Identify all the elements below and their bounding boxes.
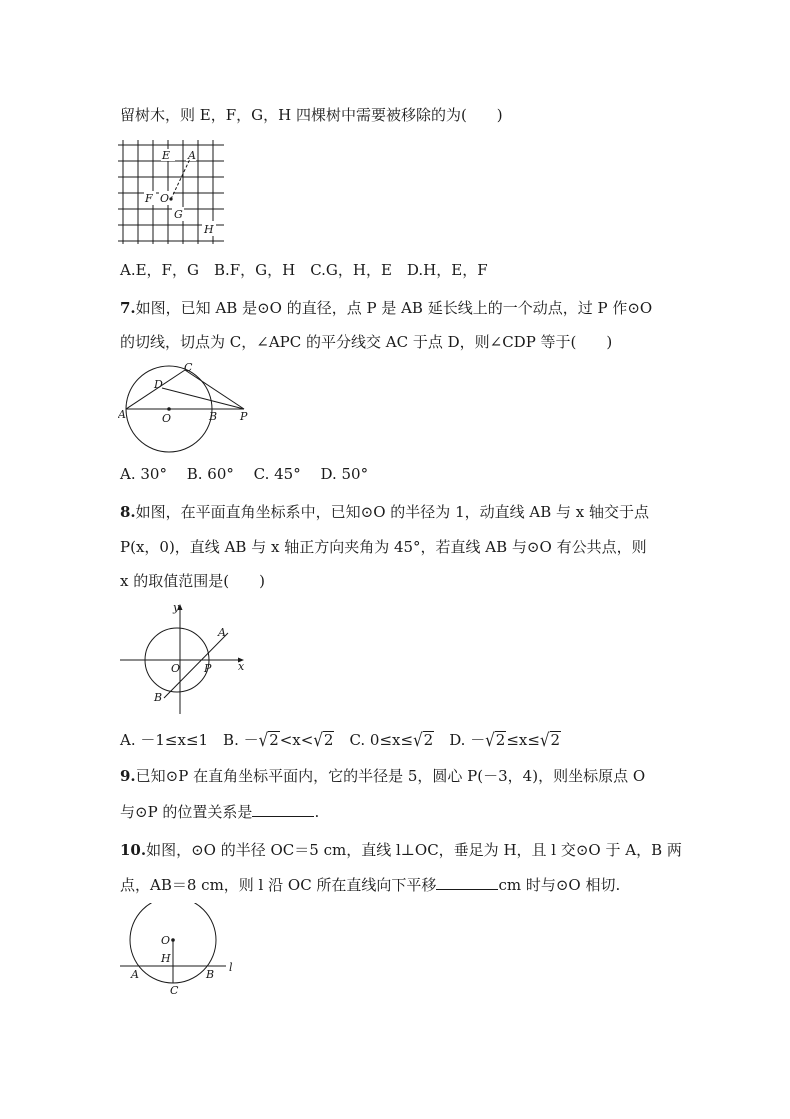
q7-text-line2: 的切线，切点为 C，∠APC 的平分线交 AC 于点 D，则∠CDP 等于( ) <box>120 333 613 351</box>
q9-stem-2-end: . <box>314 803 320 821</box>
q8-stem-1: 如图，在平面直角坐标系中，已知⊙O 的半径为 1，动直线 AB 与 x 轴交于点 <box>135 503 650 521</box>
q10-stem-1: 如图，⊙O 的半径 OC＝5 cm，直线 l⊥OC，垂足为 H，且 l 交⊙O 于 A，B 两 <box>146 841 682 859</box>
q7-stem-1: 如图，已知 AB 是⊙O 的直径，点 P 是 AB 延长线上的一个动点，过 P 作⊙O <box>135 299 653 317</box>
q8-number: 8. <box>120 503 136 521</box>
sqrt-two-2: 2 <box>323 731 334 749</box>
q8-option-d: D. － <box>434 731 486 749</box>
q10-label-l: l <box>229 961 233 974</box>
sqrt-symbol-3: √ <box>413 729 423 751</box>
q7-label-p: P <box>240 410 248 423</box>
q9-text-line2 <box>120 801 319 823</box>
q8-options <box>120 729 561 751</box>
q8-label-x: x <box>238 660 245 673</box>
q8-option-c: C. 0≤x≤ <box>334 731 414 749</box>
q8-text-line2: P(x，0)，直线 AB 与 x 轴正方向夹角为 45°，若直线 AB 与⊙O 有公共点，则 <box>120 538 647 556</box>
sqrt-symbol-4: √ <box>485 729 495 751</box>
q7-label-d: D <box>154 378 163 391</box>
q8-label-a: A <box>218 626 226 639</box>
q6-label-e: E <box>162 149 171 162</box>
q10-stem-2-end: cm 时与⊙O 相切. <box>498 876 621 894</box>
q8-label-p: P <box>204 662 212 675</box>
q10-label-b: B <box>206 968 215 981</box>
q8-option-b-middle: <x< <box>279 731 314 749</box>
q10-label-c: C <box>170 984 179 995</box>
sqrt-symbol-5: √ <box>539 729 550 751</box>
sqrt-symbol-1: √ <box>258 729 269 751</box>
q6-text-line1: 留树木，则 E，F，G，H 四棵树中需要被移除的为( ) <box>120 106 503 124</box>
q8-option-d-middle: ≤x≤ <box>506 731 540 749</box>
q10-label-a: A <box>131 968 139 981</box>
q10-stem-2: 点，AB＝8 cm，则 l 沿 OC 所在直线向下平移 <box>120 876 437 894</box>
q9-number: 9. <box>120 767 136 785</box>
q6-grid-figure <box>118 140 226 246</box>
q7-options: A. 30° B. 60° C. 45° D. 50° <box>120 465 369 483</box>
q6-options: A.E，F，G B.F，G，H C.G，H，E D.H，E，F <box>120 261 488 279</box>
q6-label-h: H <box>204 223 214 236</box>
q9-answer-blank <box>252 802 314 817</box>
q7-label-b: B <box>209 410 218 423</box>
q8-option-a-b-start: A. －1≤x≤1 B. － <box>120 731 259 749</box>
q9-stem-2: 与⊙P 的位置关系是 <box>120 803 253 821</box>
q6-label-a: A <box>188 149 196 162</box>
q9-stem-1: 已知⊙P 在直角坐标平面内，它的半径是 5，圆心 P(－3，4)，则坐标原点 O <box>135 767 646 785</box>
sqrt-symbol-2: √ <box>313 729 323 751</box>
q8-label-y: y <box>173 601 180 614</box>
q7-label-o: O <box>162 412 172 425</box>
sqrt-two-5: 2 <box>550 731 561 749</box>
q10-answer-blank <box>436 875 498 890</box>
q6-label-f: F <box>145 192 153 205</box>
q10-label-h: H <box>161 952 171 965</box>
q7-circle-figure <box>118 362 253 454</box>
q10-number: 10. <box>120 841 147 859</box>
sqrt-two-4: 2 <box>495 731 506 749</box>
q10-label-o: O <box>161 934 171 947</box>
q10-circle-figure <box>118 903 242 995</box>
q8-text-line3: x 的取值范围是( ) <box>120 572 265 590</box>
q10-text-line2 <box>120 874 620 896</box>
q7-number: 7. <box>120 299 136 317</box>
sqrt-two-3: 2 <box>423 731 434 749</box>
q8-coordinate-figure <box>118 600 250 716</box>
sqrt-two-1: 2 <box>269 731 279 749</box>
q7-text-line1 <box>120 297 652 319</box>
q8-text-line1 <box>120 501 649 523</box>
q8-label-o: O <box>171 662 181 675</box>
q6-label-o: O <box>160 192 170 205</box>
q6-label-g: G <box>174 208 183 221</box>
q7-label-a: A <box>118 408 126 421</box>
q8-label-b: B <box>154 691 163 704</box>
q9-text-line1 <box>120 765 645 787</box>
q10-text-line1 <box>120 839 682 861</box>
q7-label-c: C <box>184 362 193 374</box>
